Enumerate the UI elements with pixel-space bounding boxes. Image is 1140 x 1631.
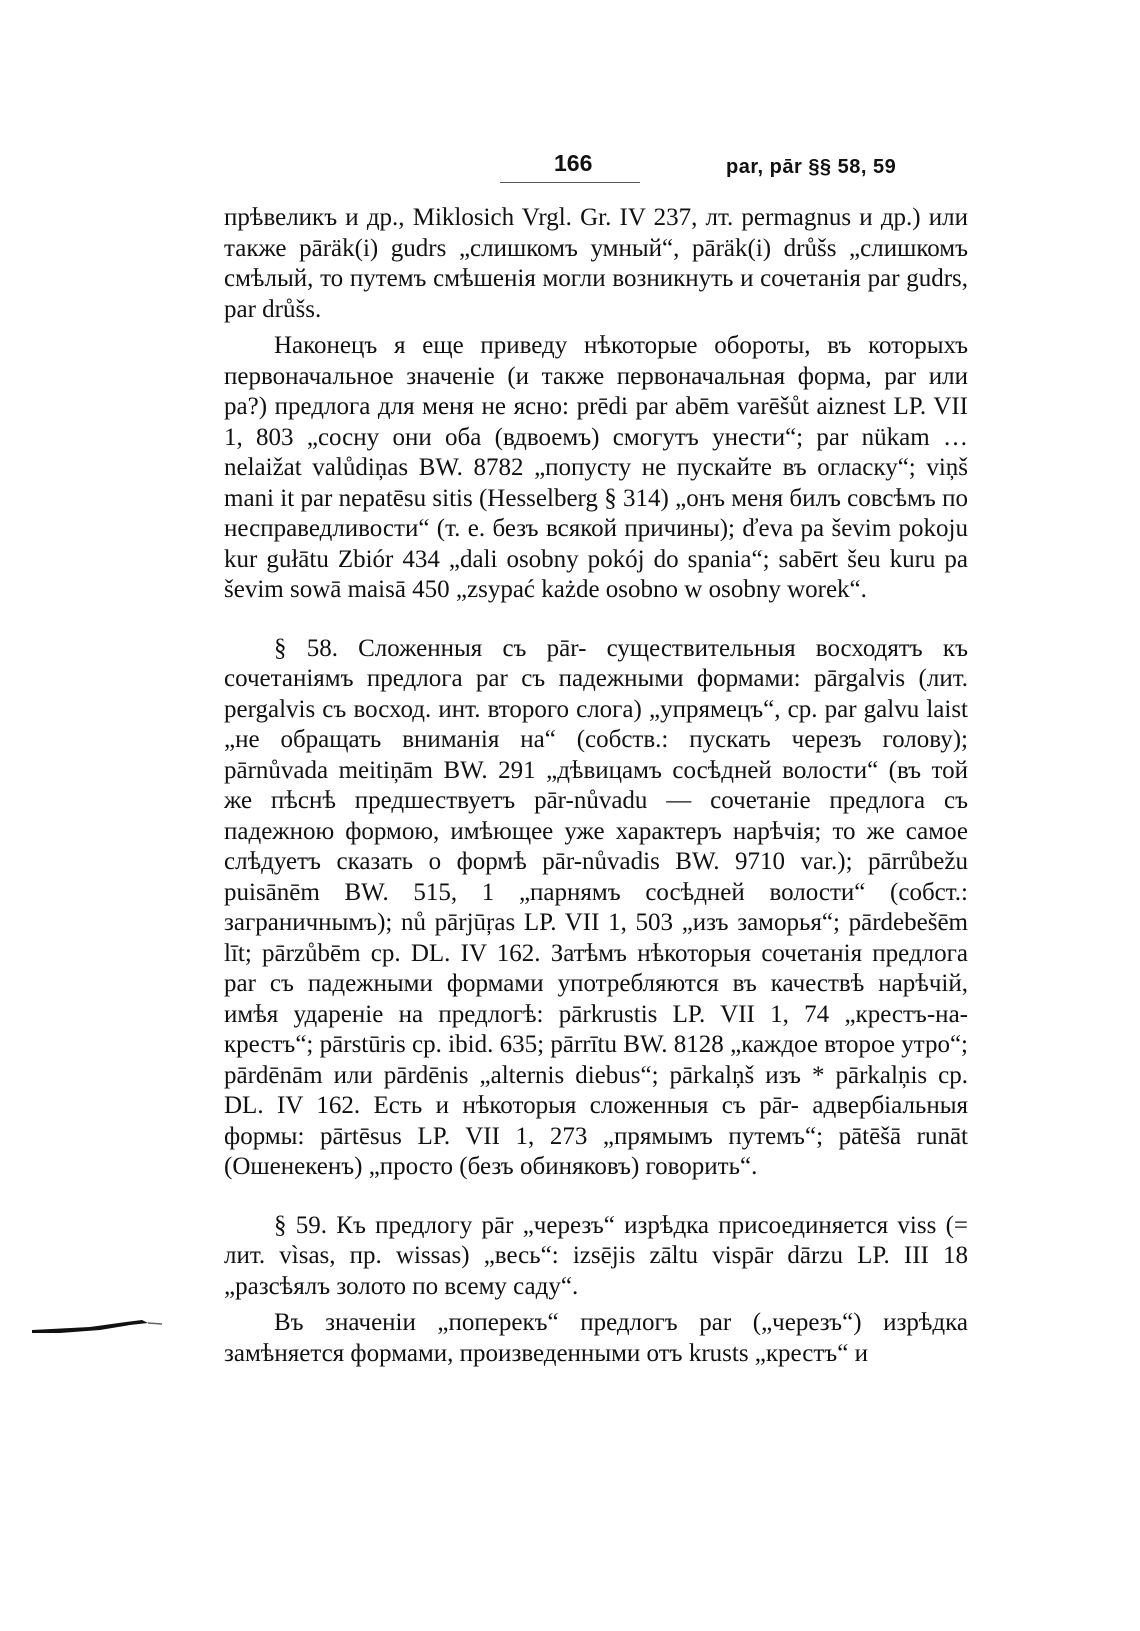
- section-58: § 58. Сложенныя съ pār- существительныя восходятъ къ сочетаніямъ предлога par съ падежными формами: pārgalvis (лит. pergalvis съ восход. инт. второго слога) „упрямецъ“, ср. par galvu laist „не обращать вниманія на“ (собств.: пускать черезъ голову); pārnůvada meitiņām BW. 291 „дѣвицамъ сосѣдней волости“ (въ той же пѣснѣ предшествуетъ pār-nůvadu — сочетаніе предлога съ падежною формою, имѣющее уже характеръ нарѣчія; то же самое слѣдуетъ сказать о формѣ pār-nůvadis BW. 9710 var.); pārrůbežu puisānēm BW. 515, 1 „парнямъ сосѣдней волости“ (собст.: заграничнымъ); nů pārjūŗas LP. VII 1, 503 „изъ заморья“; pārdebešēm līt; pārzůbēm ср. DL. IV 162. Затѣмъ нѣкоторыя сочетанія предлога par съ падежными формами употребляются въ качествѣ нарѣчій, имѣя удареніе на предлогѣ: pārkrustis LP. VII 1, 74 „крестъ-на-крестъ“; pārstūris ср. ibid. 635; pārrītu BW. 8128 „каждое второе утро“; pārdēnām или pārdēnis „alternis diebus“; pārkalņš изъ * pārkalņis ср. DL. IV 162. Есть и нѣкоторыя сложенныя съ pār- адвербіальныя формы: pārtēsus LP. VII 1, 273 „прямымъ путемъ“; pātēšā runāt (Ошенекенъ) „просто (безъ обиняковъ) говорить“.: [224, 634, 968, 1180]
- section-59: § 59. Къ предлогу pār „черезъ“ изрѣдка присоединяется viss (= лит. vìsas, пр. wissas) „весь“: izsējis zāltu vispār dārzu LP. III 18 „разсѣялъ золото по всему саду“.: [224, 1211, 968, 1300]
- paragraph-poperek: Въ значеніи „поперекъ“ предлогъ par („черезъ“) изрѣдка замѣняется формами, произведенными отъ krusts „крестъ“ и: [224, 1309, 968, 1367]
- paragraph-obscure-usages: Наконецъ я еще приведу нѣкоторые обороты, въ которыхъ первоначальное значеніе (и также первоначальная форма, par или pa?) предлога для меня не ясно: prēdi par abēm varēšůt aiznest LP. VII 1, 803 „сосну они оба (вдвоемъ) смогутъ унести“; par nükam … nelaižat valůdiņas BW. 8782 „попусту не пускайте въ огласку“; viņš mani it par nepatēsu sitis (Hesselberg § 314) „онъ меня билъ совсѣмъ по несправедливости“ (т. е. безъ всякой причины); ďeva pa ševim pokoju kur gułātu Zbiór 434 „dali osobny pokój do spania“; sabērt šeu kuru pa ševim sowā maisā 450 „zsypać każde osobno w osobny worek“.: [224, 332, 968, 603]
- page-number: 166: [554, 150, 593, 176]
- running-head: par, pār §§ 58, 59: [726, 156, 897, 178]
- margin-pen-mark: [30, 1318, 170, 1338]
- page-header: [500, 150, 970, 190]
- body-text: [224, 203, 968, 1369]
- header-rule: [500, 182, 640, 183]
- paragraph-continuation: прѣвеликъ и др., Miklosich Vrgl. Gr. IV 237, лт. permagnus и др.) или также pāräk(i) gudrs „слишкомъ умный“, pāräk(i) drůšs „слишкомъ смѣлый, то путемъ смѣшенія могли возникнуть и сочетанія par gudrs, par drůšs.: [224, 204, 968, 323]
